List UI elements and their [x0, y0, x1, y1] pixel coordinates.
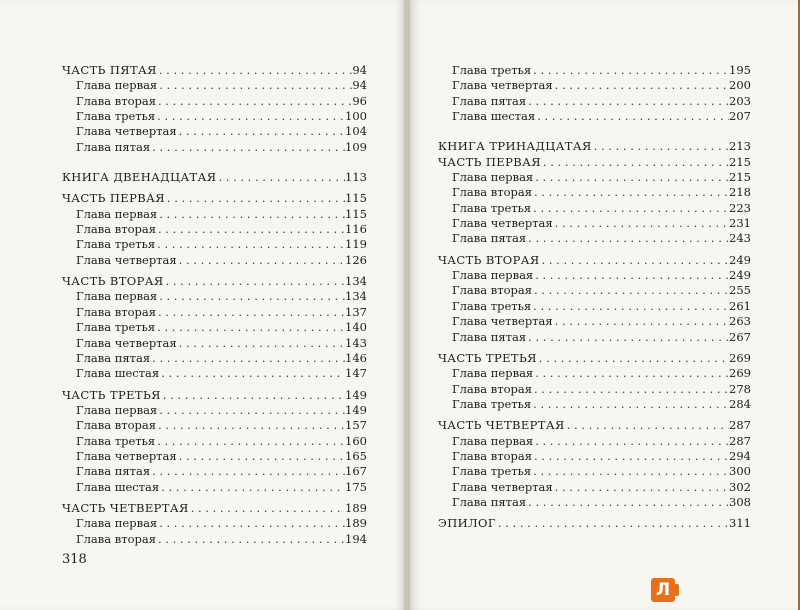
page-number: 318: [62, 552, 87, 567]
toc-entry-chapter: [438, 216, 751, 231]
toc-entry-chapter: [438, 330, 751, 345]
toc-entry-chapter: [438, 434, 751, 449]
toc-entry-part: [62, 388, 367, 403]
toc-entry-page: 311: [729, 516, 751, 531]
toc-entry-title: Глава третья: [452, 396, 532, 411]
toc-leader-dots: [533, 170, 729, 185]
labirint-logo-icon: Л: [651, 578, 675, 602]
toc-entry-page: 113: [345, 170, 367, 185]
toc-leader-dots: [531, 63, 729, 78]
toc-entry-page: 146: [345, 350, 367, 365]
toc-entry-part: [62, 501, 367, 516]
toc-leader-dots: [157, 516, 345, 531]
toc-leader-dots: [155, 109, 345, 124]
toc-entry-page: 189: [345, 500, 367, 515]
toc-entry-title: ЭПИЛОГ: [438, 516, 496, 531]
toc-leader-dots: [161, 388, 345, 403]
toc-entry-title: КНИГА ДВЕНАДЦАТАЯ: [62, 170, 217, 185]
toc-entry-page: 194: [345, 531, 367, 546]
toc-entry-title: Глава шестая: [452, 109, 536, 124]
toc-entry-page: 134: [345, 289, 367, 304]
toc-entry-chapter: [438, 268, 751, 283]
toc-entry-page: 115: [345, 206, 367, 221]
toc-leader-dots: [157, 63, 353, 78]
toc-entry-page: 147: [345, 366, 367, 381]
toc-entry-title: Глава третья: [452, 298, 532, 313]
toc-entry-page: 149: [345, 387, 367, 402]
toc-entry-part: [438, 253, 751, 268]
toc-entry-page: 243: [729, 231, 751, 246]
toc-entry-title: Глава первая: [452, 268, 534, 283]
toc-entry-chapter: [62, 336, 367, 351]
toc-entry-title: КНИГА ТРИНАДЦАТАЯ: [438, 139, 592, 154]
toc-entry-title: ЧАСТЬ ВТОРАЯ: [62, 274, 164, 289]
toc-entry-chapter: [62, 207, 367, 222]
toc-entry-chapter: [62, 480, 367, 495]
toc-entry-chapter: [62, 464, 367, 479]
toc-entry-title: Глава третья: [452, 464, 532, 479]
toc-entry-page: 218: [729, 185, 751, 200]
toc-entry-title: Глава четвертая: [452, 479, 553, 494]
toc-leader-dots: [150, 140, 345, 155]
toc-leader-dots: [526, 330, 729, 345]
toc-entry-page: 223: [729, 200, 751, 215]
toc-entry-chapter: [62, 366, 367, 381]
toc-leader-dots: [156, 418, 345, 433]
toc-right-list: [438, 63, 751, 532]
toc-leader-dots: [177, 336, 345, 351]
toc-entry-title: ЧАСТЬ ТРЕТЬЯ: [62, 387, 161, 402]
toc-leader-dots: [532, 449, 729, 464]
toc-entry-page: 109: [345, 139, 367, 154]
toc-entry-title: Глава третья: [76, 109, 156, 124]
toc-entry-chapter: [438, 63, 751, 78]
toc-entry-page: 269: [729, 350, 751, 365]
toc-entry-chapter: [62, 109, 367, 124]
toc-entry-page: 267: [729, 329, 751, 344]
toc-leader-dots: [159, 480, 345, 495]
toc-entry-title: Глава вторая: [76, 222, 156, 237]
toc-entry-title: ЧАСТЬ ПЕРВАЯ: [438, 154, 541, 169]
toc-entry-part: [438, 155, 751, 170]
toc-entry-title: Глава пятая: [76, 350, 151, 365]
toc-entry-title: Глава четвертая: [76, 448, 177, 463]
toc-entry-page: 115: [345, 191, 367, 206]
toc-entry-title: Глава первая: [452, 170, 534, 185]
toc-entry-chapter: [438, 185, 751, 200]
toc-entry-chapter: [438, 283, 751, 298]
toc-entry-title: Глава четвертая: [452, 314, 553, 329]
toc-entry-page: 255: [729, 283, 751, 298]
toc-entry-title: Глава четвертая: [452, 216, 553, 231]
toc-leader-dots: [155, 237, 345, 252]
toc-entry-chapter: [438, 464, 751, 479]
toc-leader-dots: [526, 94, 729, 109]
toc-entry-title: Глава пятая: [76, 139, 151, 154]
toc-entry-chapter: [438, 480, 751, 495]
toc-entry-page: 215: [729, 154, 751, 169]
toc-entry-chapter: [62, 418, 367, 433]
toc-spacer: [62, 155, 367, 170]
toc-leader-dots: [157, 403, 345, 418]
toc-entry-page: 116: [345, 222, 367, 237]
toc-entry-title: Глава первая: [452, 433, 534, 448]
toc-entry-title: Глава четвертая: [76, 335, 177, 350]
toc-entry-chapter: [62, 222, 367, 237]
toc-entry-page: 213: [729, 139, 751, 154]
toc-leader-dots: [531, 464, 729, 479]
toc-entry-page: 284: [729, 396, 751, 411]
toc-leader-dots: [150, 351, 345, 366]
toc-entry-title: Глава третья: [76, 320, 156, 335]
toc-entry-title: Глава первая: [76, 402, 158, 417]
toc-entry-page: 294: [729, 448, 751, 463]
toc-entry-title: Глава пятая: [452, 494, 527, 509]
toc-entry-chapter: [438, 231, 751, 246]
toc-leader-dots: [177, 124, 345, 139]
toc-entry-title: Глава вторая: [76, 531, 156, 546]
toc-entry-title: Глава третья: [452, 200, 532, 215]
right-page: [410, 0, 798, 610]
toc-entry-title: Глава четвертая: [452, 78, 553, 93]
toc-entry-chapter: [62, 403, 367, 418]
toc-entry-title: Глава шестая: [76, 479, 160, 494]
toc-entry-part: [438, 418, 751, 433]
toc-leader-dots: [177, 253, 345, 268]
toc-entry-page: 207: [729, 109, 751, 124]
toc-entry-title: ЧАСТЬ ТРЕТЬЯ: [438, 350, 537, 365]
toc-left-list: [62, 63, 367, 547]
toc-entry-page: 157: [345, 418, 367, 433]
toc-entry-page: 203: [729, 93, 751, 108]
toc-entry-page: 263: [729, 314, 751, 329]
toc-entry-title: Глава вторая: [452, 381, 532, 396]
toc-entry-page: 167: [345, 464, 367, 479]
toc-leader-dots: [532, 283, 729, 298]
toc-entry-title: Глава четвертая: [76, 124, 177, 139]
toc-leader-dots: [592, 139, 729, 154]
toc-entry-title: Глава пятая: [452, 93, 527, 108]
toc-entry-chapter: [438, 366, 751, 381]
toc-entry-chapter: [62, 289, 367, 304]
toc-entry-page: 215: [729, 170, 751, 185]
toc-entry-page: 100: [345, 109, 367, 124]
toc-leader-dots: [157, 289, 345, 304]
toc-entry-page: 165: [345, 448, 367, 463]
toc-entry-title: Глава вторая: [76, 304, 156, 319]
toc-leader-dots: [189, 501, 345, 516]
toc-leader-dots: [537, 351, 729, 366]
toc-leader-dots: [541, 155, 729, 170]
toc-entry-page: 94: [352, 78, 367, 93]
toc-entry-page: 231: [729, 216, 751, 231]
toc-leader-dots: [150, 464, 345, 479]
toc-entry-chapter: [62, 78, 367, 93]
toc-entry-chapter: [438, 397, 751, 412]
toc-entry-page: 200: [729, 78, 751, 93]
toc-entry-page: 195: [729, 63, 751, 77]
toc-leader-dots: [531, 397, 729, 412]
toc-leader-dots: [532, 382, 729, 397]
toc-entry-part: [62, 274, 367, 289]
toc-entry-title: Глава пятая: [76, 464, 151, 479]
toc-leader-dots: [157, 78, 352, 93]
toc-entry-page: 249: [729, 268, 751, 283]
toc-leader-dots: [156, 532, 345, 547]
toc-spacer: [438, 124, 751, 139]
toc-entry-title: ЧАСТЬ ВТОРАЯ: [438, 252, 540, 267]
toc-leader-dots: [533, 434, 729, 449]
toc-entry-page: 189: [345, 516, 367, 531]
toc-leader-dots: [155, 434, 345, 449]
toc-entry-page: 278: [729, 381, 751, 396]
toc-entry-chapter: [438, 495, 751, 510]
toc-entry-part: [62, 63, 367, 78]
toc-entry-chapter: [62, 320, 367, 335]
toc-entry-page: 134: [345, 274, 367, 289]
toc-leader-dots: [532, 185, 729, 200]
toc-entry-chapter: [62, 532, 367, 547]
toc-leader-dots: [156, 222, 345, 237]
toc-entry-chapter: [62, 449, 367, 464]
toc-entry-chapter: [62, 237, 367, 252]
toc-entry-page: 269: [729, 366, 751, 381]
toc-leader-dots: [159, 366, 345, 381]
toc-entry-page: 300: [729, 464, 751, 479]
toc-entry-page: 249: [729, 252, 751, 267]
toc-entry-title: ЧАСТЬ ПЕРВАЯ: [62, 191, 165, 206]
toc-leader-dots: [553, 216, 729, 231]
toc-entry-chapter: [438, 78, 751, 93]
toc-entry-chapter: [62, 351, 367, 366]
toc-entry-chapter: [438, 94, 751, 109]
toc-entry-title: Глава шестая: [76, 366, 160, 381]
toc-entry-book: [62, 170, 367, 185]
toc-entry-page: 137: [345, 304, 367, 319]
toc-entry-title: Глава первая: [452, 366, 534, 381]
toc-entry-title: Глава первая: [76, 78, 158, 93]
toc-entry-page: 287: [729, 418, 751, 433]
toc-entry-part: [62, 191, 367, 206]
toc-entry-chapter: [438, 201, 751, 216]
toc-entry-title: Глава вторая: [76, 418, 156, 433]
toc-entry-title: Глава третья: [76, 433, 156, 448]
toc-entry-title: ЧАСТЬ ЧЕТВЕРТАЯ: [438, 418, 565, 433]
toc-entry-title: ЧАСТЬ ЧЕТВЕРТАЯ: [62, 500, 189, 515]
toc-entry-chapter: [438, 170, 751, 185]
toc-leader-dots: [535, 109, 729, 124]
toc-entry-page: 308: [729, 494, 751, 509]
toc-entry-chapter: [62, 140, 367, 155]
toc-entry-title: Глава пятая: [452, 231, 527, 246]
toc-leader-dots: [531, 201, 729, 216]
toc-entry-page: 160: [345, 433, 367, 448]
toc-entry-title: Глава вторая: [452, 448, 532, 463]
toc-entry-chapter: [438, 299, 751, 314]
toc-entry-page: 175: [345, 479, 367, 494]
toc-entry-title: Глава первая: [76, 516, 158, 531]
toc-leader-dots: [540, 253, 729, 268]
toc-entry-page: 261: [729, 298, 751, 313]
toc-leader-dots: [157, 207, 345, 222]
toc-entry-chapter: [438, 449, 751, 464]
toc-leader-dots: [156, 305, 345, 320]
toc-leader-dots: [553, 78, 729, 93]
toc-entry-title: Глава четвертая: [76, 252, 177, 267]
toc-leader-dots: [156, 94, 352, 109]
toc-entry-title: Глава вторая: [76, 93, 156, 108]
toc-leader-dots: [155, 320, 345, 335]
toc-entry-title: Глава пятая: [452, 329, 527, 344]
toc-entry-page: 104: [345, 124, 367, 139]
toc-leader-dots: [526, 231, 729, 246]
toc-entry-page: 126: [345, 252, 367, 267]
toc-entry-page: 119: [345, 237, 367, 252]
toc-entry-chapter: [62, 516, 367, 531]
toc-entry-page: 302: [729, 479, 751, 494]
toc-leader-dots: [533, 366, 729, 381]
toc-leader-dots: [164, 274, 345, 289]
toc-entry-chapter: [62, 434, 367, 449]
toc-entry-chapter: [438, 314, 751, 329]
toc-leader-dots: [531, 299, 729, 314]
toc-leader-dots: [165, 191, 345, 206]
toc-entry-title: Глава третья: [76, 237, 156, 252]
toc-leader-dots: [565, 418, 729, 433]
toc-leader-dots: [553, 480, 729, 495]
toc-leader-dots: [526, 495, 729, 510]
toc-entry-page: 287: [729, 433, 751, 448]
toc-entry-page: 143: [345, 335, 367, 350]
toc-leader-dots: [177, 449, 345, 464]
toc-entry-title: ЧАСТЬ ПЯТАЯ: [62, 63, 157, 77]
toc-entry-page: 149: [345, 402, 367, 417]
toc-entry-book: [438, 139, 751, 154]
toc-entry-page: 140: [345, 320, 367, 335]
toc-entry-page: 96: [352, 93, 367, 108]
toc-entry-part: [438, 351, 751, 366]
toc-leader-dots: [496, 516, 729, 531]
toc-leader-dots: [216, 170, 345, 185]
toc-entry-title: Глава вторая: [452, 185, 532, 200]
toc-entry-chapter: [62, 94, 367, 109]
toc-entry-chapter: [62, 253, 367, 268]
toc-entry-chapter: [62, 124, 367, 139]
toc-entry-title: Глава третья: [452, 63, 532, 77]
toc-entry-title: Глава первая: [76, 289, 158, 304]
toc-entry-title: Глава вторая: [452, 283, 532, 298]
toc-leader-dots: [533, 268, 729, 283]
toc-entry-chapter: [62, 305, 367, 320]
toc-entry-title: Глава первая: [76, 206, 158, 221]
toc-entry-chapter: [438, 109, 751, 124]
toc-entry-page: 94: [352, 63, 367, 77]
toc-leader-dots: [553, 314, 729, 329]
toc-entry-chapter: [438, 382, 751, 397]
toc-entry-epilogue: [438, 516, 751, 531]
